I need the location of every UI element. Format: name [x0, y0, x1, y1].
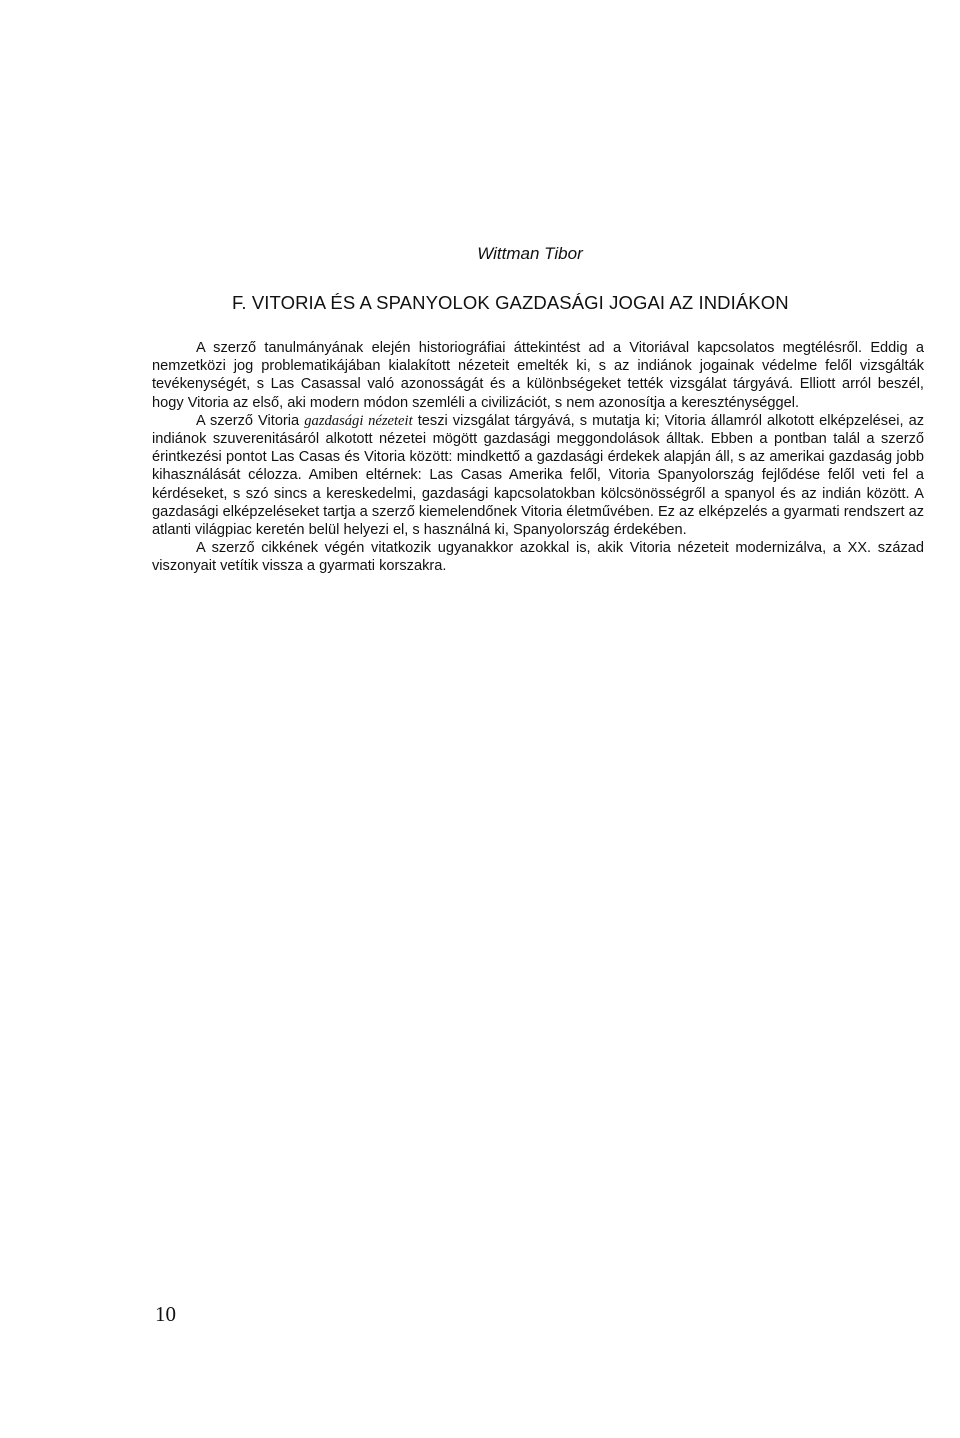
abstract-body — [152, 339, 924, 576]
author-name: Wittman Tibor — [477, 244, 583, 263]
article-title: F. VITORIA ÉS A SPANYOLOK GAZDASÁGI JOGAI AZ INDIÁKON — [232, 292, 789, 313]
paragraph-2-rest: teszi vizsgálat tárgyává, s mutatja ki; Vitoria államról alkotott elképzelései, az indiánok szuverenitásáról alkotott nézetei mögött gazdasági meggondolások álltak. Ebben a pontban talál a szerző érintkezési pontot Las Casas és Vitoria között: mindkettő a gazdasági érdekek alapján áll, s az amerikai gazdaság jobb kihasználását célozza. Amiben eltérnek: Las Casas Amerika felől, Vitoria Spanyolország fejlődése felől veti fel a kérdéseket, s szó sincs a kereskedelmi, gazdasági kapcsolatokban kölcsönösségről a spanyol és az indián között. A gazdasági elképzeléseket tartja a szerző kiemelendőnek Vitoria életművében. Ez az elképzelés a gyarmati rendszert az atlanti világpiac keretén belül helyezi el, s használná ki, Spanyolország érdekében. — [152, 412, 924, 539]
paragraph-2-lead: A szerző Vitoria — [196, 412, 305, 429]
abstract-paragraph-1: A szerző tanulmányának elején historiográfiai áttekintést ad a Vitoriával kapcsolatos megtélésről. Eddig a nemzetközi jog problematikájában kialakított nézeteit emelték ki, s az indiánok jogainak védelme felől vizsgálták tevékenységét, s Las Casassal való azonosságát és a különbségeket tették vizsgálat tárgyává. Elliott arról beszél, hogy Vitoria az első, aki modern módon szemléli a civilizációt, s nem azonosítja a kereszténységgel. — [152, 340, 924, 411]
page-number: 10 — [155, 1302, 176, 1326]
abstract-paragraph-3: A szerző cikkének végén vitatkozik ugyanakkor azokkal is, akik Vitoria nézeteit modernizálva, a XX. század viszonyait vetítik vissza a gyarmati korszakra. — [152, 540, 924, 575]
emphasized-phrase: gazdasági nézeteit — [304, 412, 413, 429]
abstract-paragraph-2 — [152, 412, 924, 539]
